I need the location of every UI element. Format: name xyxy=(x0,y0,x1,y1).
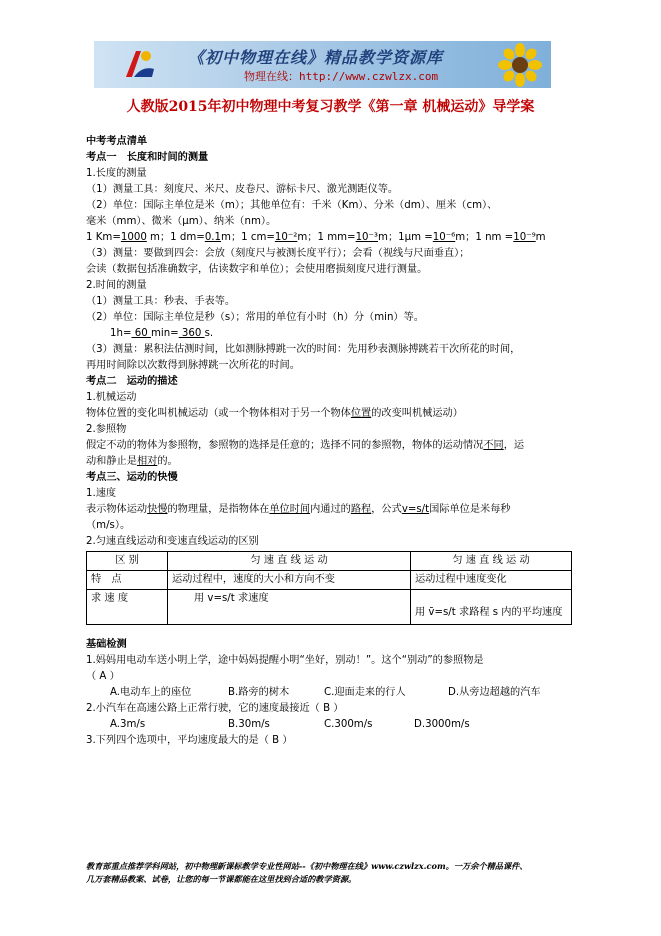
option: B.30m/s xyxy=(228,719,270,730)
text-line xyxy=(86,502,586,518)
table-header-cell: 匀 速 直 线 运 动 xyxy=(168,552,411,571)
text: 动和静止是 xyxy=(86,456,137,467)
question-2: 2.小汽车在高速公路上正常行驶，它的速度最接近（ B ） xyxy=(86,703,344,714)
text-line: （3）测量：累积法估测时间，比如测脉搏跳一次的时间：先用秒表测脉搏跳若干次所花的时间， xyxy=(86,344,521,355)
text: 物体位置的变化叫机械运动（或一个物体相对于另一个物体 xyxy=(86,408,351,419)
topic-heading: 考点一 长度和时间的测量 xyxy=(86,152,209,163)
text: m；1 nm = xyxy=(455,232,514,243)
option: A.3m/s xyxy=(110,719,146,730)
table-cell: 特 点 xyxy=(87,571,168,590)
text: 国际单位是米每秒 xyxy=(429,504,511,515)
option: D.3000m/s xyxy=(414,719,470,730)
question-1-options xyxy=(86,685,586,701)
answer-blank: 1000 xyxy=(120,232,147,243)
text-line: 会读（数据包括准确数字，估读数字和单位）；会使用磨损刻度尺进行测量。 xyxy=(86,264,428,275)
answer-blank: 不同 xyxy=(483,440,504,451)
table-header-cell: 区 别 xyxy=(87,552,168,571)
text: 1h= xyxy=(110,328,132,339)
unit-conversion-line xyxy=(86,230,586,246)
text-line xyxy=(86,406,586,422)
table-cell: 运动过程中速度变化 xyxy=(411,571,572,590)
text-line: 毫米（mm）、微米（μm）、纳米（nm）。 xyxy=(86,216,277,227)
answer-blank: 10⁻³ xyxy=(355,232,379,243)
page-footer xyxy=(86,860,586,886)
answer-blank: 路程 xyxy=(350,504,372,515)
answer-blank: 快慢 xyxy=(147,504,168,515)
text-line: （2）单位：国际主单位是米（m）；其他单位有：千米（Km）、分米（dm）、厘米（cm）、 xyxy=(86,200,498,211)
table-row xyxy=(87,590,572,625)
document-title: 人教版2015年初中物理中考复习教学《第一章 机械运动》导学案 xyxy=(126,99,535,115)
text-line: （1）测量工具：秒表、手表等。 xyxy=(86,296,236,307)
footer-line: 教育部重点推荐学科网站，初中物理新课标教学专业性网站--《初中物理在线》www.czwlzx.com。一万余个精品课件、 xyxy=(86,861,528,871)
motion-comparison-table xyxy=(86,551,572,625)
answer-blank: 10⁻⁹ xyxy=(513,232,536,243)
answer-blank: 10⁻⁶ xyxy=(432,232,456,243)
text-line: （2）单位：国际主单位是秒（s）；常用的单位有小时（h）分（min）等。 xyxy=(86,312,424,323)
text: 内通过的 xyxy=(310,504,351,515)
text-line: 1.长度的测量 xyxy=(86,168,147,179)
site-logo-icon xyxy=(122,47,156,81)
section-heading: 中考考点清单 xyxy=(86,136,148,147)
text-line: （3）测量：要做到四会：会放（刻度尺与被测长度平行）；会看（视线与尺面垂直）； xyxy=(86,248,470,259)
banner-title: 《初中物理在线》精品教学资源库 xyxy=(188,48,444,67)
text: 1 Km= xyxy=(86,232,121,243)
question-3: 3.下列四个选项中，平均速度最大的是（ B ） xyxy=(86,735,293,746)
text: m；1 cm= xyxy=(221,232,275,243)
answer-blank: 0.1 xyxy=(204,232,222,243)
answer-blank: 10⁻² xyxy=(274,232,298,243)
text: 表示物体运动 xyxy=(86,504,148,515)
text: ，公式 xyxy=(371,504,402,515)
table-row xyxy=(87,571,572,590)
table-cell: 求 速 度 xyxy=(87,590,168,625)
answer-blank: 60 xyxy=(131,328,151,339)
text-line: 2.时间的测量 xyxy=(86,280,147,291)
text: m；1μm = xyxy=(378,232,433,243)
text: m；1 mm= xyxy=(297,232,356,243)
time-conversion-line xyxy=(86,326,586,342)
table-cell: 用 v̄=s/t 求路程 s 内的平均速度 xyxy=(411,590,572,625)
text: m xyxy=(535,232,546,243)
table-cell: 运动过程中，速度的大小和方向不变 xyxy=(168,571,411,590)
question-2-options xyxy=(86,717,586,733)
document-body xyxy=(86,134,586,749)
table-header-row xyxy=(87,552,572,571)
text-line: 2.匀速直线运动和变速直线运动的区别 xyxy=(86,536,259,547)
answer-blank: 单位时间 xyxy=(269,504,311,515)
question-1-answer: （ A ） xyxy=(86,671,120,682)
option: B.路旁的树木 xyxy=(228,687,290,698)
text: s. xyxy=(204,328,214,339)
option: C.迎面走来的行人 xyxy=(324,687,406,698)
text-line xyxy=(86,438,586,454)
banner-url[interactable]: 物理在线：http://www.czwlzx.com xyxy=(244,70,439,83)
topic-heading: 考点二 运动的描述 xyxy=(86,376,178,387)
answer-blank: v=s/t xyxy=(401,504,430,515)
answer-blank: 相对 xyxy=(136,456,158,467)
text-line: 1.机械运动 xyxy=(86,392,137,403)
text: 的物理量，是指物体在 xyxy=(167,504,270,515)
text-line: 再用时间除以次数得到脉搏跳一次所花的时间。 xyxy=(86,360,300,371)
text-line xyxy=(86,454,586,470)
table-header-cell: 匀 速 直 线 运 动 xyxy=(411,552,572,571)
header-banner xyxy=(94,41,551,88)
text-line: （m/s）。 xyxy=(86,520,131,531)
text-line: 1.速度 xyxy=(86,488,117,499)
answer-blank: 360 xyxy=(178,328,205,339)
question-1: 1.妈妈用电动车送小明上学，途中妈妈提醒小明“坐好，别动！”。这个“别动”的参照物是 xyxy=(86,655,484,666)
section-heading: 基础检测 xyxy=(86,639,127,650)
text: ，运 xyxy=(503,440,525,451)
sunflower-icon xyxy=(497,43,543,87)
text: 假定不动的物体为参照物，参照物的选择是任意的；选择不同的参照物，物体的运动情况 xyxy=(86,440,484,451)
text-line: 2.参照物 xyxy=(86,424,127,435)
text: min= xyxy=(150,328,179,339)
option: A.电动车上的座位 xyxy=(110,687,192,698)
text: 的。 xyxy=(157,456,178,467)
text: m；1 dm= xyxy=(146,232,205,243)
text: 的改变叫机械运动） xyxy=(371,408,463,419)
answer-blank: 位置 xyxy=(350,408,372,419)
topic-heading: 考点三、运动的快慢 xyxy=(86,472,178,483)
option: D.从旁边超越的汽车 xyxy=(448,687,541,698)
text-line: （1）测量工具：刻度尺、米尺、皮卷尺、游标卡尺、激光测距仪等。 xyxy=(86,184,399,195)
table-cell: 用 v=s/t 求速度 xyxy=(168,590,411,625)
option: C.300m/s xyxy=(324,719,373,730)
footer-line: 几万套精品教案、试卷，让您的每一节课都能在这里找到合适的教学资源。 xyxy=(86,874,357,884)
